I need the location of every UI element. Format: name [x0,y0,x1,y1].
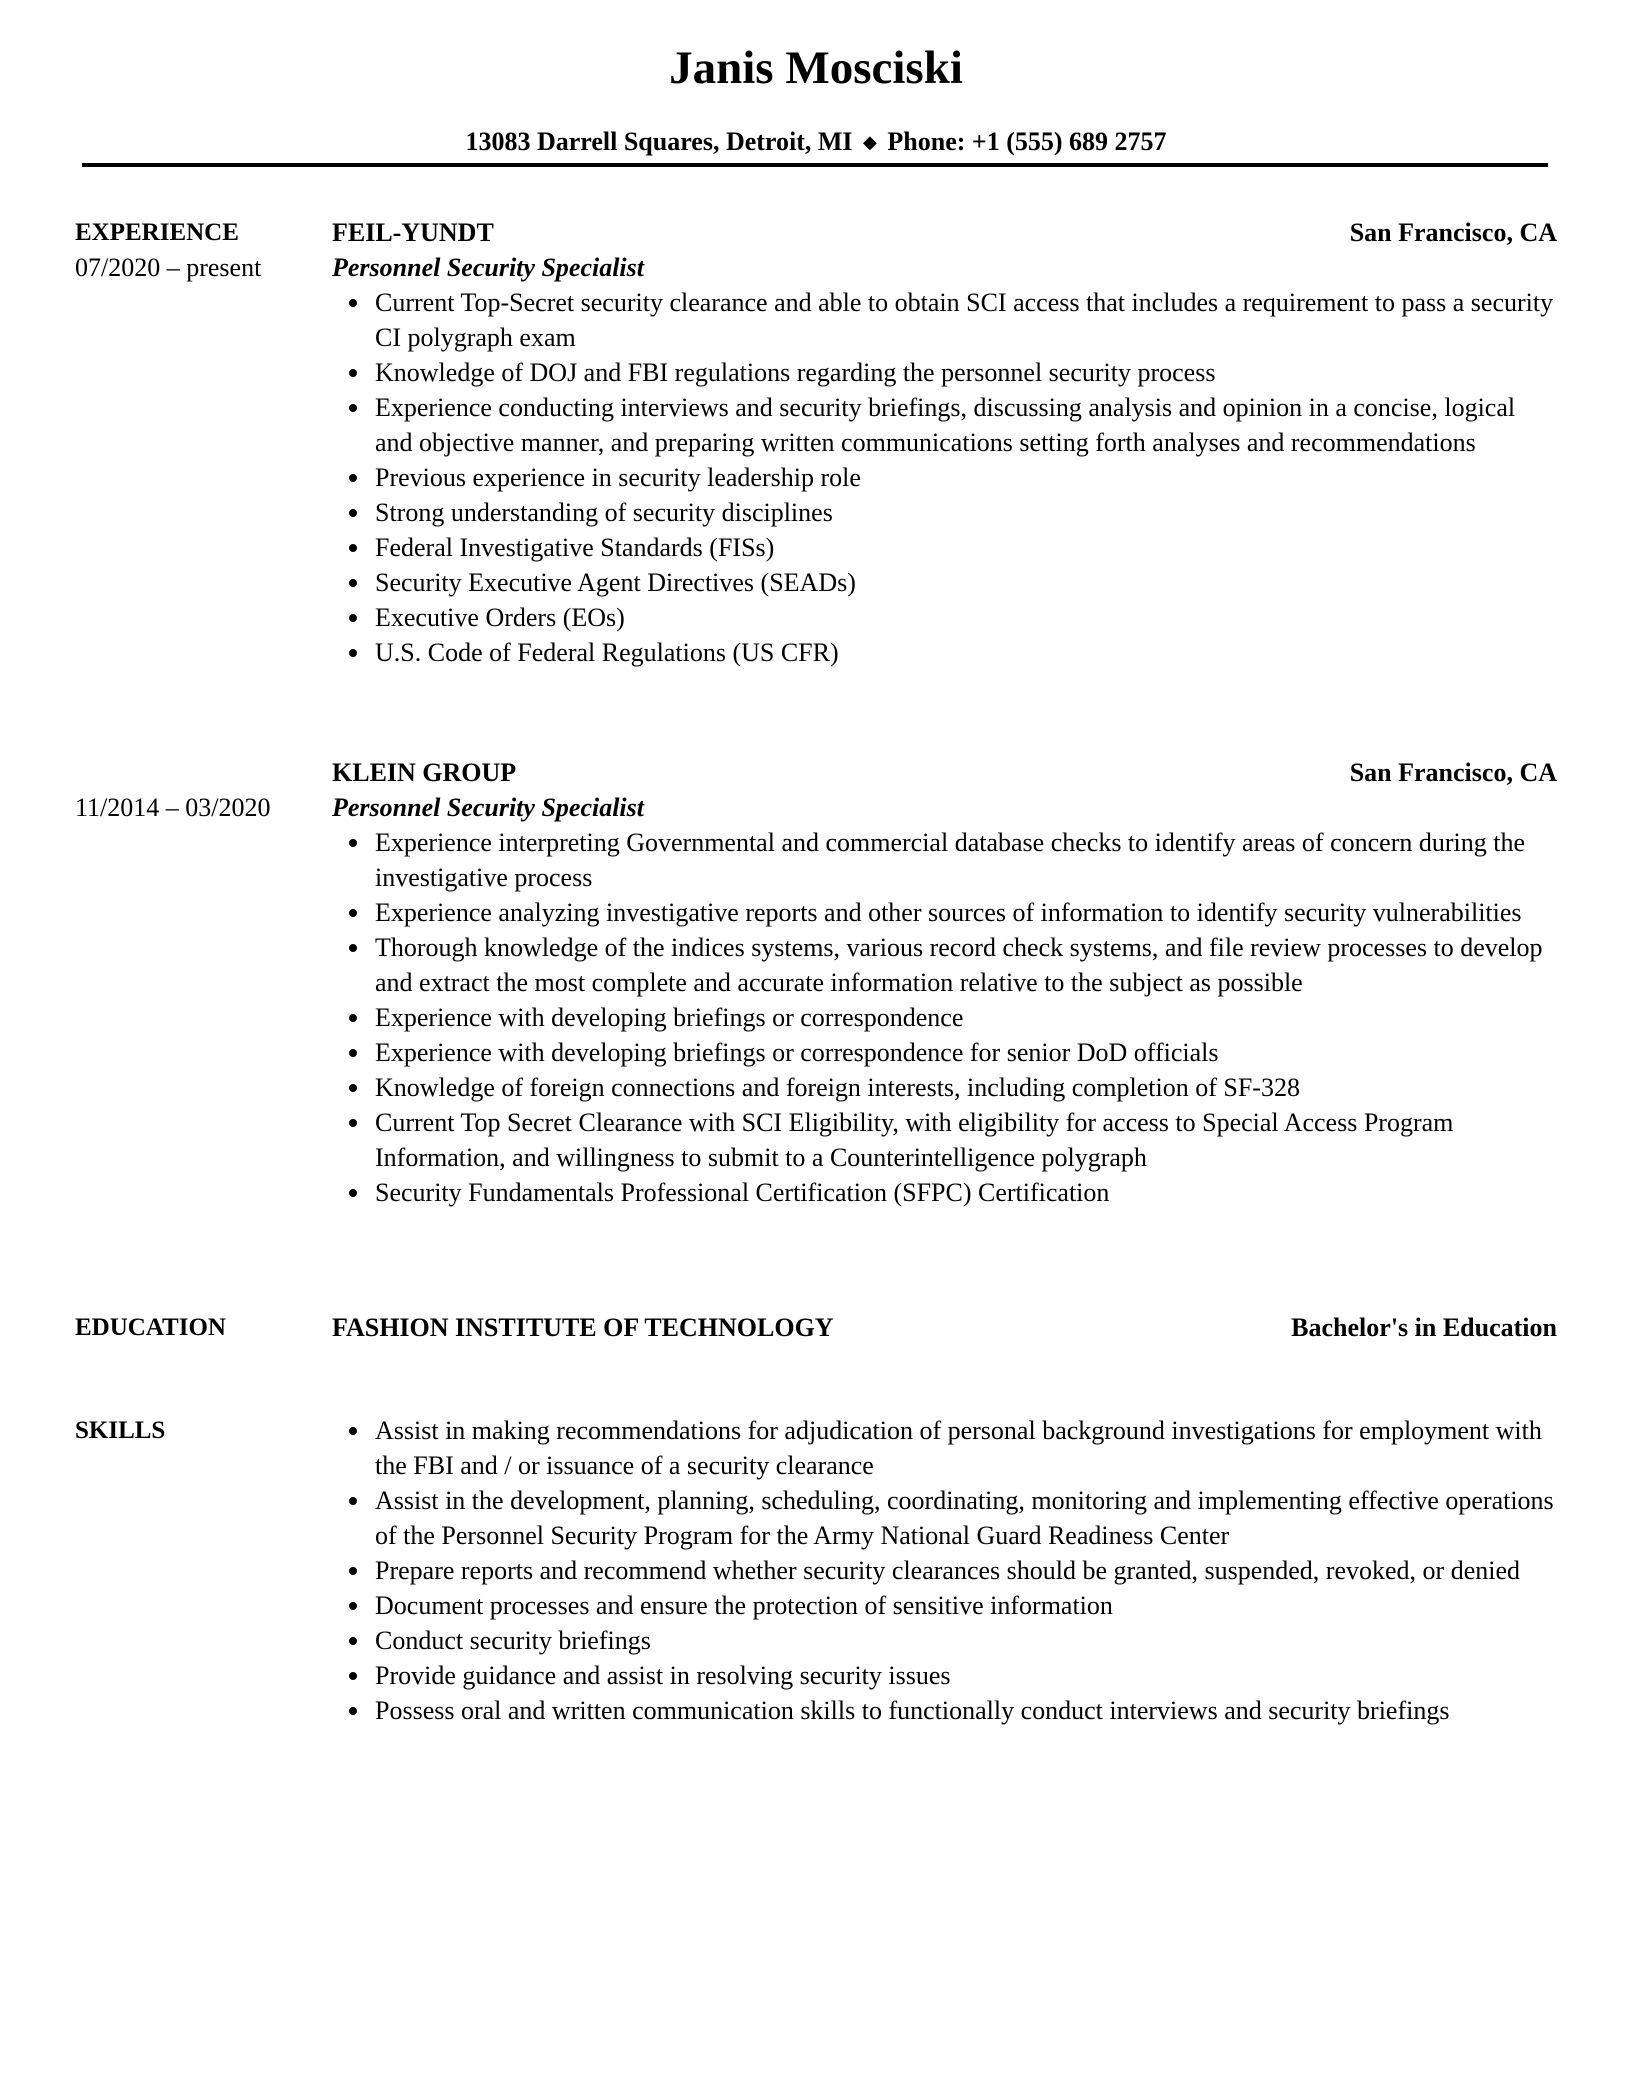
bullet-text: Previous experience in security leadership role [375,463,861,492]
bullet-icon [349,1014,357,1022]
bullet-icon [349,1672,357,1680]
skill-text: Provide guidance and assist in resolving security issues [375,1661,951,1690]
bullet-text: Security Fundamentals Professional Certification (SFPC) Certification [375,1178,1110,1207]
skill-text: Possess oral and written communication skills to functionally conduct interviews and security briefings [375,1696,1450,1725]
bullet-text: Experience analyzing investigative reports and other sources of information to identify security vulnerabilities [375,898,1522,927]
list-item [332,565,1557,600]
bullet-icon [349,1084,357,1092]
list-item [332,1623,1557,1658]
bullet-text: Strong understanding of security disciplines [375,498,833,527]
list-item [332,1175,1557,1210]
list-item [332,495,1557,530]
header-divider [82,163,1548,167]
bullet-icon [349,944,357,952]
bullet-icon [349,839,357,847]
bullet-text: U.S. Code of Federal Regulations (US CFR) [375,638,839,667]
bullet-text: Experience conducting interviews and security briefings, discussing analysis and opinion in a concise, logical and objective manner, and preparing written communications setting forth analyses and recommendations [375,393,1516,457]
job-title: Personnel Security Specialist [332,253,644,282]
list-item [332,895,1557,930]
job-entry [332,215,1557,670]
bullet-text: Knowledge of DOJ and FBI regulations regarding the personnel security process [375,358,1216,387]
bullet-icon [349,1119,357,1127]
job-dates: 11/2014 – 03/2020 [75,793,271,822]
bullet-icon [349,1497,357,1505]
bullet-icon [349,614,357,622]
bullet-icon [349,509,357,517]
skills-list-container [332,1413,1557,1728]
list-item [332,530,1557,565]
skill-text: Document processes and ensure the protection of sensitive information [375,1591,1113,1620]
diamond-separator-icon: ◆ [863,132,877,152]
skill-text: Prepare reports and recommend whether security clearances should be granted, suspended, revoked, or denied [375,1556,1521,1585]
candidate-name: Janis Mosciski [669,42,963,94]
company-name: KLEIN GROUP [332,758,517,787]
skill-text: Conduct security briefings [375,1626,651,1655]
list-item [332,1413,1557,1483]
job-title: Personnel Security Specialist [332,793,644,822]
section-label-education: EDUCATION [75,1314,226,1341]
bullet-text: Security Executive Agent Directives (SEADs) [375,568,856,597]
skill-text: Assist in the development, planning, scheduling, coordinating, monitoring and implementing effective operations of the Personnel Security Program for the Army National Guard Readiness Center [375,1486,1554,1550]
bullet-icon [349,1602,357,1610]
bullet-icon [349,1049,357,1057]
bullet-icon [349,299,357,307]
skill-text: Assist in making recommendations for adjudication of personal background investigations for employment with the FBI and / or issuance of a security clearance [375,1416,1542,1480]
bullet-text: Current Top-Secret security clearance and able to obtain SCI access that includes a requirement to pass a security CI polygraph exam [375,288,1554,352]
bullet-icon [349,909,357,917]
bullet-text: Experience interpreting Governmental and commercial database checks to identify areas of concern during the investigative process [375,828,1526,892]
list-item [332,285,1557,355]
bullet-icon [349,1189,357,1197]
bullet-icon [349,1567,357,1575]
education-entry [332,1310,1557,1345]
list-item [332,1035,1557,1070]
section-label-experience: EXPERIENCE [75,219,239,246]
list-item [332,1105,1557,1175]
bullet-icon [349,579,357,587]
bullet-icon [349,1637,357,1645]
bullet-icon [349,474,357,482]
bullet-icon [349,649,357,657]
list-item [332,1000,1557,1035]
list-item [332,1588,1557,1623]
job-bullets [332,825,1557,1210]
bullet-icon [349,369,357,377]
skills-list [332,1413,1557,1728]
list-item [332,930,1557,1000]
phone: Phone: +1 (555) 689 2757 [887,127,1167,156]
bullet-icon [349,544,357,552]
bullet-icon [349,404,357,412]
job-entry [332,755,1557,1210]
job-location: San Francisco, CA [1349,218,1557,247]
bullet-text: Current Top Secret Clearance with SCI Eligibility, with eligibility for access to Special Access Program Information, and willingness to submit to a Counterintelligence polygraph [375,1108,1454,1172]
bullet-text: Knowledge of foreign connections and foreign interests, including completion of SF-328 [375,1073,1300,1102]
section-label-skills: SKILLS [75,1417,166,1444]
job-location: San Francisco, CA [1349,758,1557,787]
list-item [332,355,1557,390]
bullet-text: Federal Investigative Standards (FISs) [375,533,775,562]
list-item [332,1553,1557,1588]
company-name: FEIL-YUNDT [332,218,494,247]
job-bullets [332,285,1557,670]
list-item [332,1693,1557,1728]
bullet-icon [349,1707,357,1715]
list-item [332,1070,1557,1105]
list-item [332,635,1557,670]
list-item [332,825,1557,895]
list-item [332,390,1557,460]
list-item [332,1483,1557,1553]
bullet-text: Executive Orders (EOs) [375,603,625,632]
list-item [332,1658,1557,1693]
bullet-text: Experience with developing briefings or correspondence for senior DoD officials [375,1038,1219,1067]
bullet-text: Experience with developing briefings or correspondence [375,1003,964,1032]
degree: Bachelor's in Education [1291,1313,1557,1342]
list-item [332,460,1557,495]
bullet-text: Thorough knowledge of the indices systems, various record check systems, and file review processes to develop and extract the most complete and accurate information relative to the subject as possible [375,933,1543,997]
bullet-icon [349,1427,357,1435]
school-name: FASHION INSTITUTE OF TECHNOLOGY [332,1313,834,1342]
address: 13083 Darrell Squares, Detroit, MI [465,127,853,156]
list-item [332,600,1557,635]
contact-line [0,124,1632,160]
job-dates: 07/2020 – present [75,253,262,282]
